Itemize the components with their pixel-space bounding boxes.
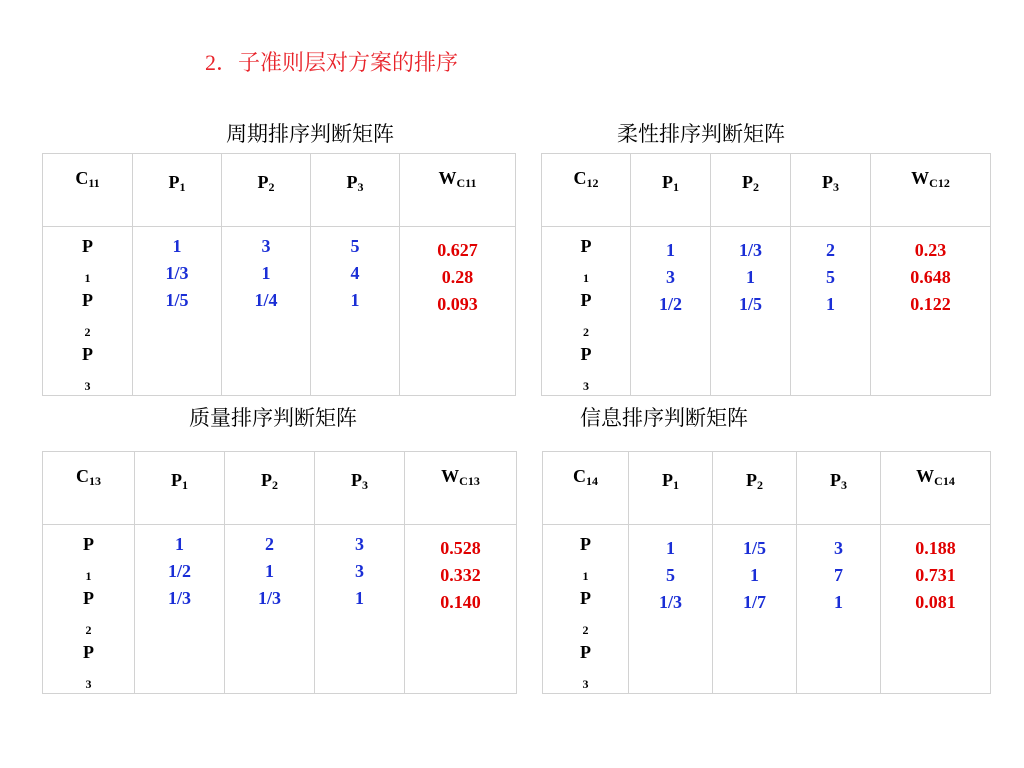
p1-values: 1 3 1/2 [631, 227, 711, 396]
col-header-p3: $P_3$ [315, 452, 405, 525]
col-header-p1: $P_1$ [133, 154, 222, 227]
row-labels: P $_1$ P $_2$ P $_3$ [43, 227, 133, 396]
weight-header: $W_{C11}$ [400, 154, 516, 227]
value-row [542, 227, 991, 396]
header-row [43, 452, 517, 525]
row-labels: P $_1$ P $_2$ P $_3$ [543, 525, 629, 694]
row-labels: P $_1$ P $_2$ P $_3$ [43, 525, 135, 694]
col-header-p2: $P_2$ [222, 154, 311, 227]
weight-values: 0.627 0.28 0.093 [400, 227, 516, 396]
p3-values: 2 5 1 [791, 227, 871, 396]
p1-values: 1 1/3 1/5 [133, 227, 222, 396]
weight-header: $W_{C14}$ [881, 452, 991, 525]
weight-values: 0.528 0.332 0.140 [405, 525, 517, 694]
corner-cell: $C_{13}$ [43, 452, 135, 525]
col-header-p3: $P_3$ [791, 154, 871, 227]
col-header-p1: $P_1$ [631, 154, 711, 227]
judgement-matrix-cycle [42, 153, 516, 396]
judgement-matrix-flexibility [541, 153, 991, 396]
col-header-p2: $P_2$ [711, 154, 791, 227]
judgement-matrix-quality [42, 451, 517, 694]
header-row [43, 154, 516, 227]
matrix-caption-quality: 质量排序判断矩阵 [189, 406, 357, 430]
header-row [542, 154, 991, 227]
p1-values: 1 5 1/3 [629, 525, 713, 694]
p2-values: 2 1 1/3 [225, 525, 315, 694]
weight-header: $W_{C12}$ [871, 154, 991, 227]
p3-values: 5 4 1 [311, 227, 400, 396]
header-row [543, 452, 991, 525]
matrix-caption-information: 信息排序判断矩阵 [580, 406, 748, 430]
corner-cell: $C_{12}$ [542, 154, 631, 227]
col-header-p2: $P_2$ [225, 452, 315, 525]
p3-values: 3 3 1 [315, 525, 405, 694]
value-row [43, 227, 516, 396]
col-header-p3: $P_3$ [797, 452, 881, 525]
p1-values: 1 1/2 1/3 [135, 525, 225, 694]
judgement-matrix-information [542, 451, 991, 694]
weight-values: 0.188 0.731 0.081 [881, 525, 991, 694]
col-header-p3: $P_3$ [311, 154, 400, 227]
weight-values: 0.23 0.648 0.122 [871, 227, 991, 396]
col-header-p1: $P_1$ [135, 452, 225, 525]
corner-cell: $C_{14}$ [543, 452, 629, 525]
row-labels: P $_1$ P $_2$ P $_3$ [542, 227, 631, 396]
slide-title: 2．子准则层对方案的排序 [205, 50, 459, 75]
col-header-p2: $P_2$ [713, 452, 797, 525]
value-row [43, 525, 517, 694]
value-row [543, 525, 991, 694]
p3-values: 3 7 1 [797, 525, 881, 694]
matrix-caption-flexibility: 柔性排序判断矩阵 [617, 122, 785, 146]
p2-values: 1/3 1 1/5 [711, 227, 791, 396]
col-header-p1: $P_1$ [629, 452, 713, 525]
corner-cell: $C_{11}$ [43, 154, 133, 227]
p2-values: 3 1 1/4 [222, 227, 311, 396]
p2-values: 1/5 1 1/7 [713, 525, 797, 694]
weight-header: $W_{C13}$ [405, 452, 517, 525]
matrix-caption-cycle: 周期排序判断矩阵 [226, 122, 394, 146]
